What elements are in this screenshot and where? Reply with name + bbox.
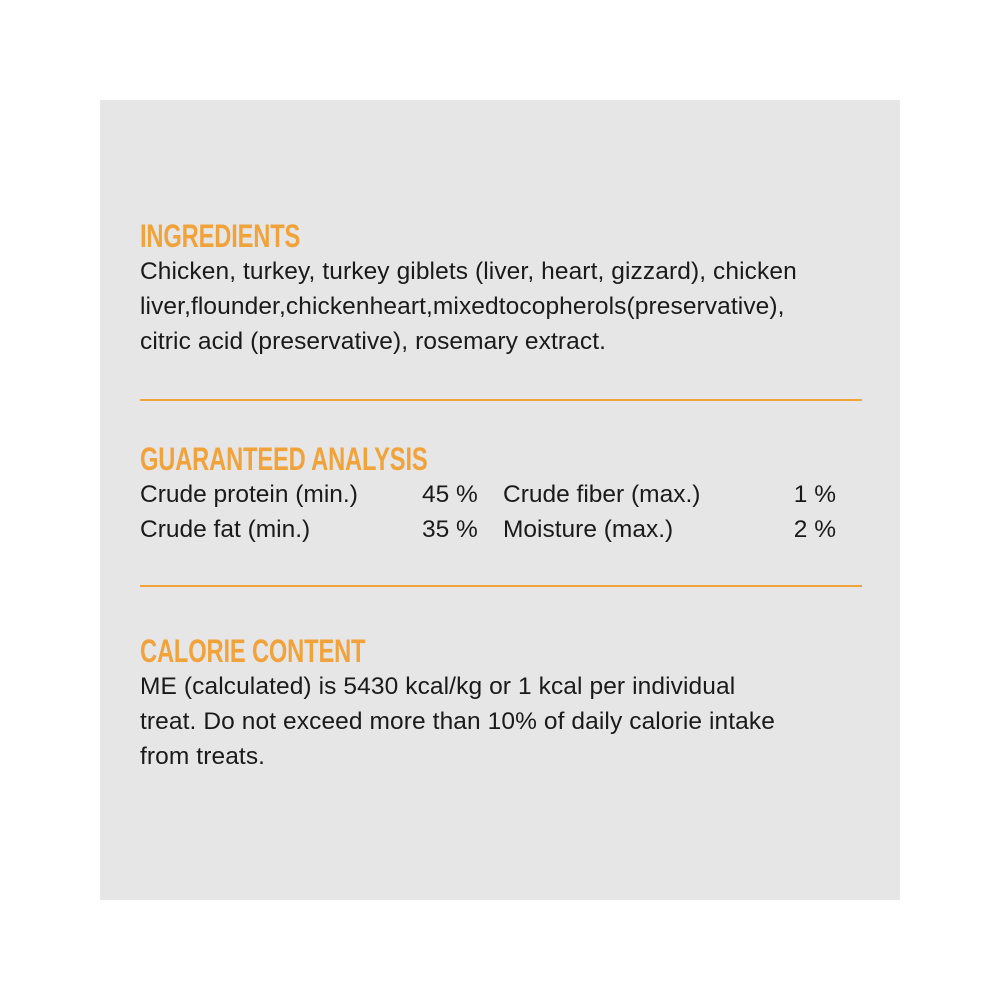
calorie-text [140, 669, 862, 774]
label-panel [100, 100, 900, 900]
analysis-label: Crude fat (min.) [140, 516, 311, 543]
ingredients-line: citric acid (preservative), rosemary extract. [140, 328, 607, 355]
analysis-value: 2 % [793, 516, 836, 543]
analysis-table [140, 477, 862, 547]
analysis-label: Moisture (max.) [503, 516, 674, 543]
label-content [140, 218, 862, 774]
calorie-line: ME (calculated) is 5430 kcal/kg or 1 kcal per individual [140, 673, 736, 700]
guaranteed-analysis-section [140, 441, 862, 547]
section-divider [140, 399, 862, 401]
ingredients-text [140, 254, 862, 359]
ingredients-line: Chicken, turkey, turkey giblets (liver, heart, gizzard), chicken [140, 258, 797, 285]
analysis-heading: GUARANTEED ANALYSIS [140, 441, 428, 477]
section-divider [140, 585, 862, 587]
ingredients-section [140, 218, 862, 359]
calorie-heading: CALORIE CONTENT [140, 633, 366, 669]
ingredients-line: liver,flounder,chickenheart,mixedtocopherols(preservative), [140, 293, 785, 320]
analysis-value: 1 % [793, 481, 836, 508]
analysis-label: Crude protein (min.) [140, 481, 358, 508]
calorie-line: treat. Do not exceed more than 10% of daily calorie intake [140, 708, 775, 735]
calorie-line: from treats. [140, 743, 266, 770]
analysis-value: 45 % [422, 481, 478, 508]
ingredients-heading: INGREDIENTS [140, 218, 301, 254]
analysis-value: 35 % [422, 516, 478, 543]
calorie-content-section [140, 633, 862, 774]
analysis-label: Crude fiber (max.) [503, 481, 701, 508]
